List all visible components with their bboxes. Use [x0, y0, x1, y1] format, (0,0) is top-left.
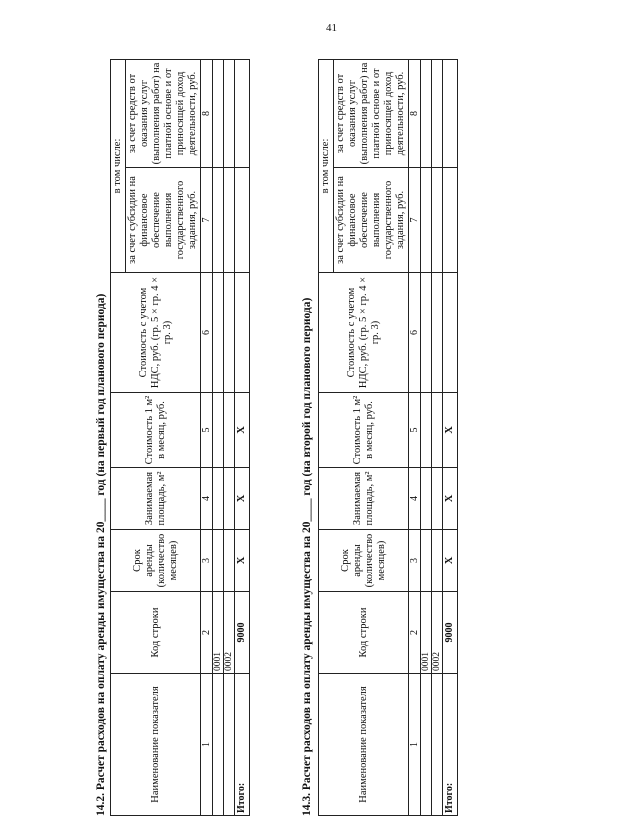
colnum: 1: [201, 674, 213, 816]
total-code: 9000: [443, 592, 458, 674]
row-code: 0001: [213, 592, 224, 674]
colnum: 7: [201, 168, 213, 273]
col-subsidy: за счет субсидии на финансовое обеспечение выполнения государственного задания, руб.: [334, 168, 409, 273]
colnum: 8: [201, 59, 213, 167]
cell[interactable]: [224, 59, 235, 167]
x-mark: Х: [235, 530, 250, 592]
x-mark: Х: [443, 530, 458, 592]
colnum: 7: [409, 168, 421, 273]
col-cost-per-m2: Стоимость 1 м² в месяц, руб.: [111, 393, 201, 468]
section-title-14-3: 14.3. Расчет расходов на оплату аренды имущества на 20____ год (на второй год планового периода): [301, 297, 313, 816]
header-row: [319, 59, 334, 815]
col-area: Занимаемая площадь, м²: [319, 468, 409, 530]
col-code: Код строки: [319, 592, 409, 674]
cell[interactable]: [213, 530, 224, 592]
cell[interactable]: [421, 168, 432, 273]
cell[interactable]: [432, 393, 443, 468]
table-row: [432, 59, 443, 815]
cell[interactable]: [443, 273, 458, 393]
colnum: 5: [409, 393, 421, 468]
colnum: 2: [409, 592, 421, 674]
cell[interactable]: [443, 168, 458, 273]
row-code: 0001: [421, 592, 432, 674]
col-total-cost: Стоимость с учетом НДС, руб. (гр. 5 × гр. 4 × гр. 3): [319, 273, 409, 393]
cell[interactable]: [421, 393, 432, 468]
col-including: в том числе:: [319, 59, 334, 272]
cell[interactable]: [235, 168, 250, 273]
table-row: [421, 59, 432, 815]
cell[interactable]: [443, 59, 458, 167]
colnum: 2: [201, 592, 213, 674]
page-number: 41: [326, 22, 337, 34]
total-row: [235, 59, 250, 815]
table-14-3: [318, 59, 458, 816]
x-mark: Х: [443, 393, 458, 468]
total-label: Итого:: [443, 674, 458, 816]
col-cost-per-m2: Стоимость 1 м² в месяц, руб.: [319, 393, 409, 468]
cell[interactable]: [235, 59, 250, 167]
cell[interactable]: [235, 273, 250, 393]
colnum: 4: [409, 468, 421, 530]
col-name: Наименование показателя: [111, 674, 201, 816]
cell[interactable]: [421, 59, 432, 167]
section-title-14-2: 14.2. Расчет расходов на оплату аренды имущества на 20____ год (на первый год планового периода): [95, 293, 107, 816]
col-total-cost: Стоимость с учетом НДС, руб. (гр. 5 × гр. 4 × гр. 3): [111, 273, 201, 393]
col-name: Наименование показателя: [319, 674, 409, 816]
header-row: [111, 59, 126, 815]
cell[interactable]: [432, 273, 443, 393]
row-code: 0002: [432, 592, 443, 674]
cell[interactable]: [432, 468, 443, 530]
cell[interactable]: [224, 674, 235, 816]
cell[interactable]: [421, 468, 432, 530]
col-paid-services: за счет средств от оказания услуг (выполнения работ) на платной основе и от приносящей доход деятельности, руб.: [334, 59, 409, 167]
colnum: 6: [409, 273, 421, 393]
col-area: Занимаемая площадь, м²: [111, 468, 201, 530]
x-mark: Х: [235, 393, 250, 468]
cell[interactable]: [213, 674, 224, 816]
colnum: 8: [409, 59, 421, 167]
total-code: 9000: [235, 592, 250, 674]
cell[interactable]: [213, 273, 224, 393]
cell[interactable]: [224, 468, 235, 530]
total-row: [443, 59, 458, 815]
cell[interactable]: [213, 59, 224, 167]
cell[interactable]: [213, 393, 224, 468]
colnum: 3: [201, 530, 213, 592]
row-code: 0002: [224, 592, 235, 674]
cell[interactable]: [224, 168, 235, 273]
cell[interactable]: [224, 273, 235, 393]
cell[interactable]: [421, 530, 432, 592]
x-mark: Х: [443, 468, 458, 530]
cell[interactable]: [224, 393, 235, 468]
colnum: 3: [409, 530, 421, 592]
col-term: Срок аренды (количество месяцев): [111, 530, 201, 592]
col-term: Срок аренды (количество месяцев): [319, 530, 409, 592]
cell[interactable]: [213, 468, 224, 530]
cell[interactable]: [432, 530, 443, 592]
col-code: Код строки: [111, 592, 201, 674]
colnum: 6: [201, 273, 213, 393]
colnum: 1: [409, 674, 421, 816]
colnum: 5: [201, 393, 213, 468]
col-paid-services: за счет средств от оказания услуг (выполнения работ) на платной основе и от приносящей доход деятельности, руб.: [126, 59, 201, 167]
column-numbers-row: [201, 59, 213, 815]
x-mark: Х: [235, 468, 250, 530]
cell[interactable]: [421, 273, 432, 393]
cell[interactable]: [213, 168, 224, 273]
cell[interactable]: [432, 59, 443, 167]
total-label: Итого:: [235, 674, 250, 816]
cell[interactable]: [224, 530, 235, 592]
table-row: [213, 59, 224, 815]
table-14-2: [110, 59, 250, 816]
cell[interactable]: [421, 674, 432, 816]
column-numbers-row: [409, 59, 421, 815]
table-row: [224, 59, 235, 815]
col-including: в том числе:: [111, 59, 126, 272]
cell[interactable]: [432, 168, 443, 273]
colnum: 4: [201, 468, 213, 530]
col-subsidy: за счет субсидии на финансовое обеспечение выполнения государственного задания, руб.: [126, 168, 201, 273]
cell[interactable]: [432, 674, 443, 816]
